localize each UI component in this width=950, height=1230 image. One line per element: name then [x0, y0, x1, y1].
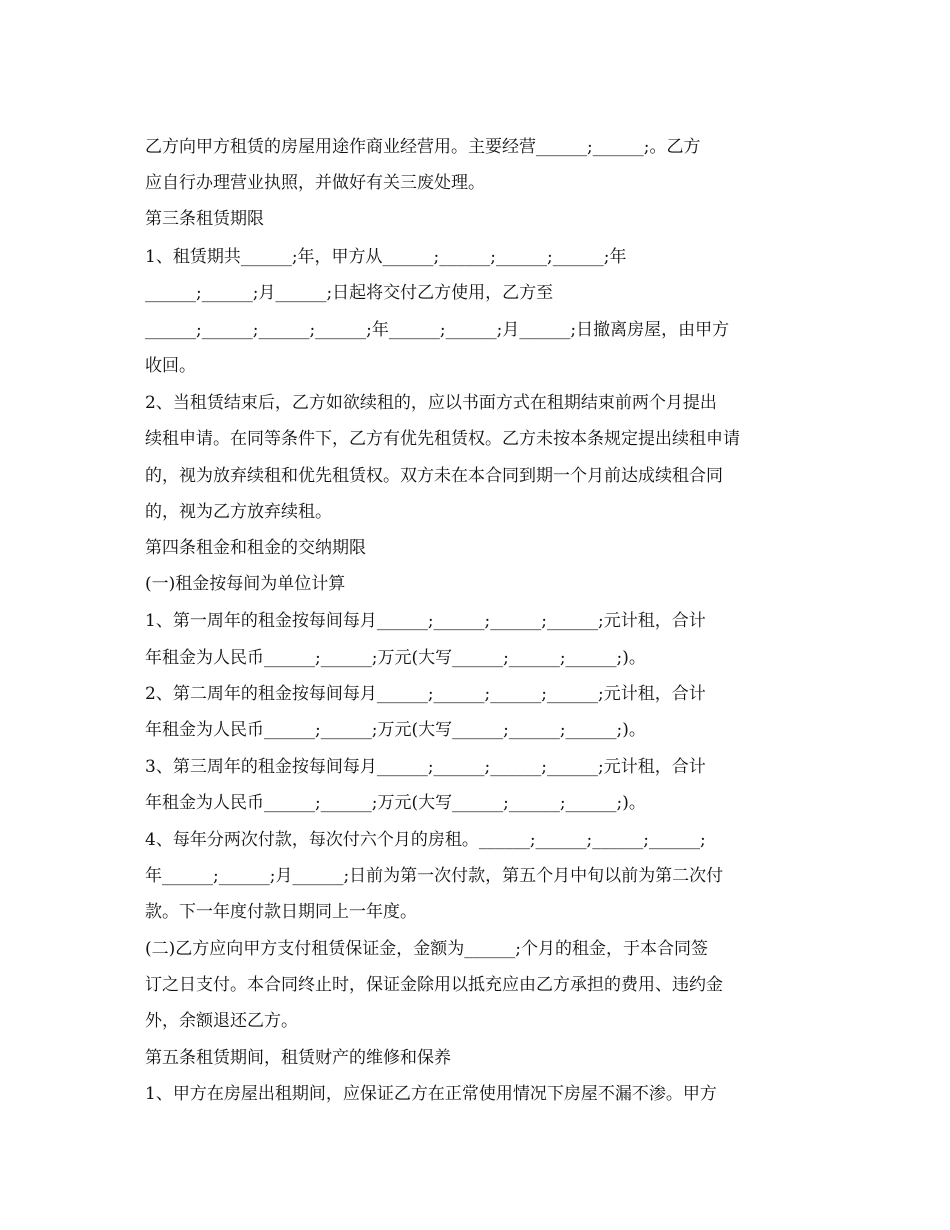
- subsection-heading: (一)租金按每间为单位计算: [145, 574, 346, 594]
- text-line: 年______;______;月______;日前为第一次付款，第五个月中旬以前为第二次付: [145, 866, 724, 886]
- text-line: 2、第二周年的租金按每间每月______;______;______;______;元计租，合计: [145, 684, 706, 704]
- text-line: 款。下一年度付款日期同上一年度。: [145, 902, 417, 922]
- section-heading: 第五条租赁期间，租赁财产的维修和保养: [145, 1048, 451, 1068]
- text-line: 1、租赁期共______;年，甲方从______;______;______;______;年: [145, 247, 627, 267]
- text-line: 外，余额退还乙方。: [145, 1011, 298, 1031]
- text-line: ______;______;月______;日起将交付乙方使用，乙方至: [145, 283, 554, 303]
- text-line: 应自行办理营业执照，并做好有关三废处理。: [145, 173, 485, 193]
- text-line: 续租申请。在同等条件下，乙方有优先租赁权。乙方未按本条规定提出续租申请: [145, 429, 740, 449]
- text-line: 3、第三周年的租金按每间每月______;______;______;______;元计租，合计: [145, 757, 706, 777]
- text-line: 的，视为乙方放弃续租。: [145, 502, 332, 522]
- text-line: 2、当租赁结束后，乙方如欲续租的，应以书面方式在租期结束前两个月提出: [145, 393, 717, 413]
- section-heading: 第四条租金和租金的交纳期限: [145, 538, 366, 558]
- text-line: 4、每年分两次付款，每次付六个月的房租。______;______;______;______;: [145, 830, 706, 850]
- text-line: 1、第一周年的租金按每间每月______;______;______;______;元计租，合计: [145, 611, 706, 631]
- text-line: 年租金为人民币______;______;万元(大写______;______;______;)。: [145, 720, 646, 740]
- text-line: ______;______;______;______;年______;______;月______;日撤离房屋，由甲方: [145, 320, 730, 340]
- text-line: 年租金为人民币______;______;万元(大写______;______;______;)。: [145, 793, 646, 813]
- text-line: (二)乙方应向甲方支付租赁保证金，金额为______;个月的租金，于本合同签: [145, 939, 708, 959]
- text-line: 1、甲方在房屋出租期间，应保证乙方在正常使用情况下房屋不漏不渗。甲方: [145, 1084, 717, 1104]
- text-line: 收回。: [145, 356, 196, 376]
- text-line: 乙方向甲方租赁的房屋用途作商业经营用。主要经营______;______;。乙方: [145, 137, 701, 157]
- section-heading: 第三条租赁期限: [145, 209, 264, 229]
- text-line: 订之日支付。本合同终止时，保证金除用以抵充应由乙方承担的费用、违约金: [145, 975, 723, 995]
- text-line: 年租金为人民币______;______;万元(大写______;______;______;)。: [145, 648, 646, 668]
- text-line: 的，视为放弃续租和优先租赁权。双方未在本合同到期一个月前达成续租合同: [145, 466, 723, 486]
